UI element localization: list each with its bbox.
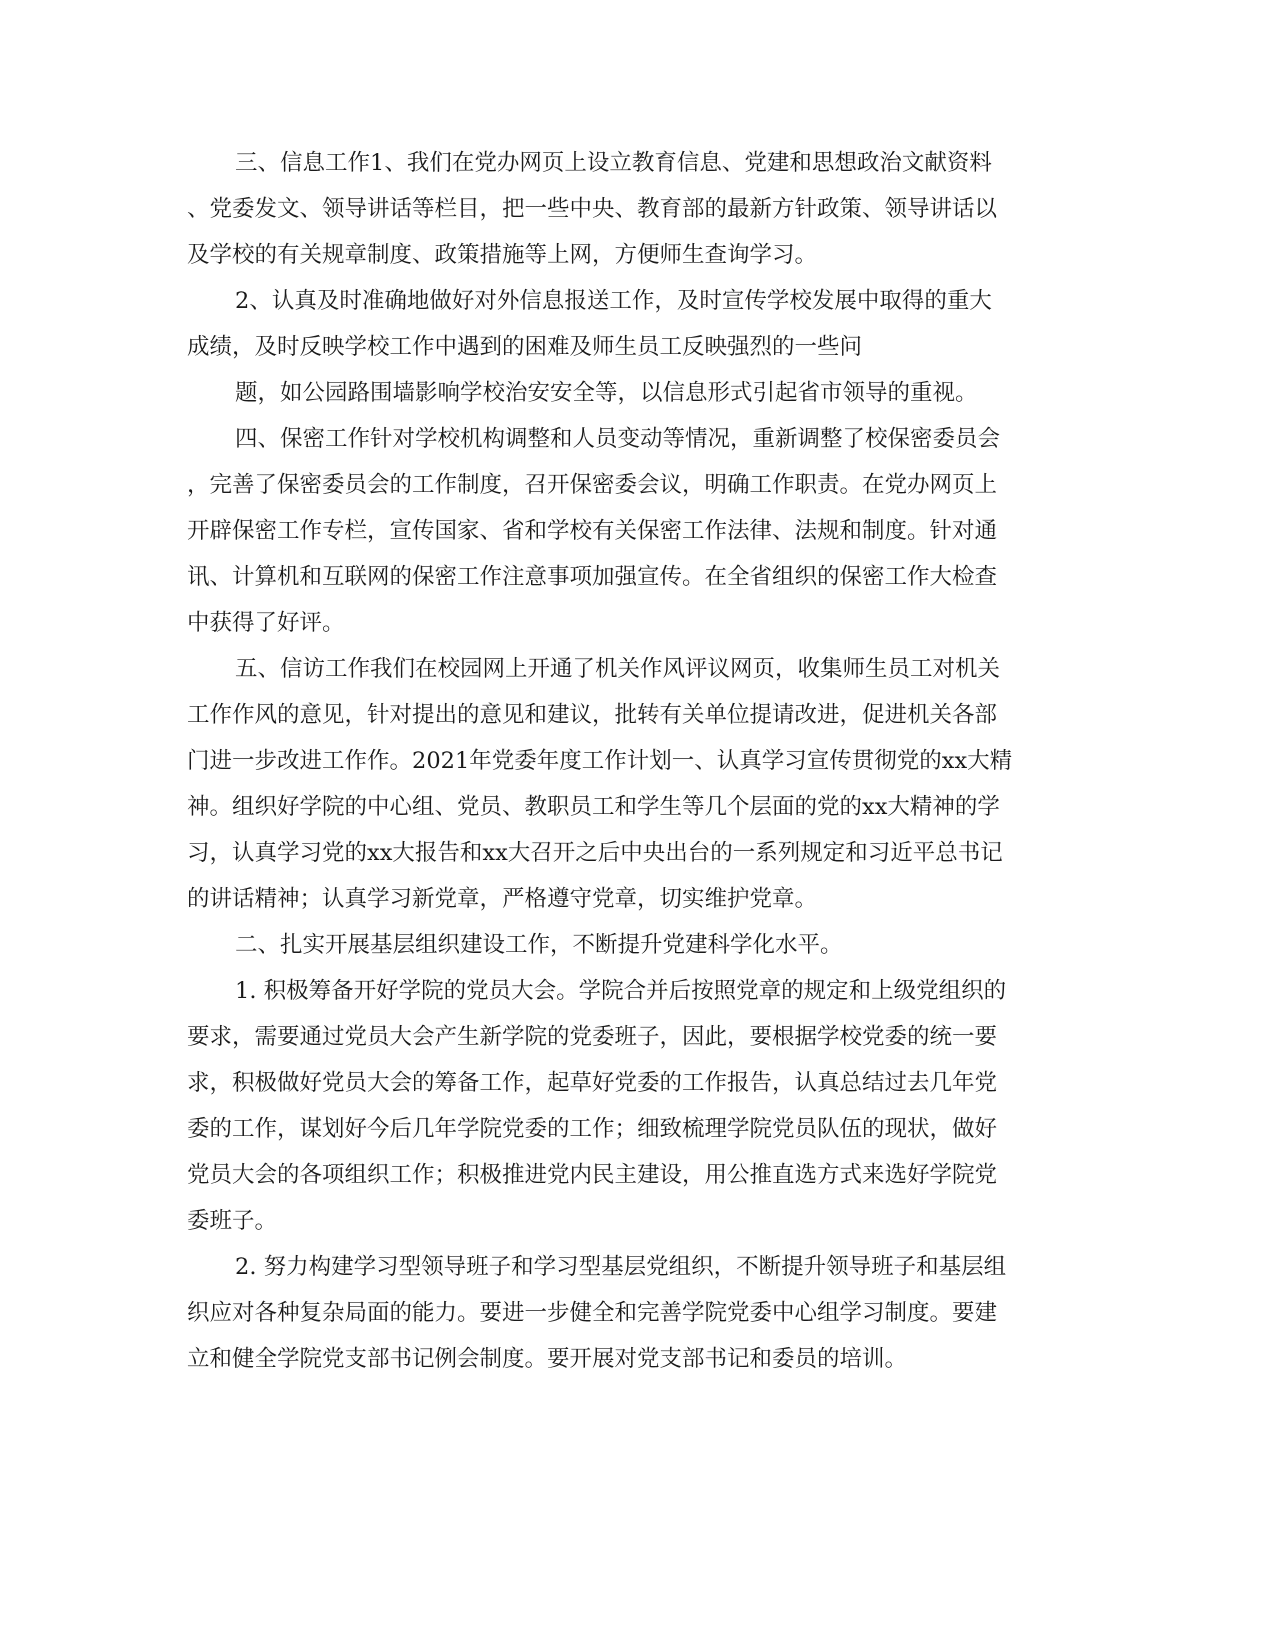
text-line: 习，认真学习党的xx大报告和xx大召开之后中央出台的一系列规定和习近平总书记 bbox=[187, 840, 1003, 866]
text-line: 要求，需要通过党员大会产生新学院的党委班子，因此，要根据学校党委的统一要 bbox=[187, 1024, 998, 1050]
document-body bbox=[187, 140, 1087, 1382]
text-line: 神。组织好学院的中心组、党员、教职员工和学生等几个层面的党的xx大精神的学 bbox=[187, 794, 1000, 820]
text-line: 五、信访工作我们在校园网上开通了机关作风评议网页，收集师生员工对机关 bbox=[235, 656, 1001, 682]
text-line: 委班子。 bbox=[187, 1208, 278, 1234]
text-line: 求，积极做好党员大会的筹备工作，起草好党委的工作报告，认真总结过去几年党 bbox=[187, 1070, 998, 1096]
text-line: 三、信息工作1、我们在党办网页上设立教育信息、党建和思想政治文献资料 bbox=[235, 150, 992, 176]
text-line: 立和健全学院党支部书记例会制度。要开展对党支部书记和委员的培训。 bbox=[187, 1346, 908, 1372]
text-line: 党员大会的各项组织工作；积极推进党内民主建设，用公推直选方式来选好学院党 bbox=[187, 1162, 998, 1188]
text-line: 及学校的有关规章制度、政策措施等上网，方便师生查询学习。 bbox=[187, 242, 818, 268]
text-line: 成绩，及时反映学校工作中遇到的困难及师生员工反映强烈的一些问 bbox=[187, 334, 863, 360]
text-line: 二、扎实开展基层组织建设工作，不断提升党建科学化水平。 bbox=[235, 932, 843, 958]
text-line: ，完善了保密委员会的工作制度，召开保密委会议，明确工作职责。在党办网页上 bbox=[187, 472, 998, 498]
text-line: 中获得了好评。 bbox=[187, 610, 345, 636]
text-line: 2. 努力构建学习型领导班子和学习型基层党组织，不断提升领导班子和基层组 bbox=[235, 1254, 1007, 1280]
text-line: 、党委发文、领导讲话等栏目，把一些中央、教育部的最新方针政策、领导讲话以 bbox=[187, 196, 998, 222]
text-line: 2、认真及时准确地做好对外信息报送工作，及时宣传学校发展中取得的重大 bbox=[235, 288, 992, 314]
text-line: 开辟保密工作专栏，宣传国家、省和学校有关保密工作法律、法规和制度。针对通 bbox=[187, 518, 998, 544]
text-line: 题，如公园路围墙影响学校治安安全等，以信息形式引起省市领导的重视。 bbox=[235, 380, 978, 406]
text-line: 工作作风的意见，针对提出的意见和建议，批转有关单位提请改进，促进机关各部 bbox=[187, 702, 998, 728]
text-line: 的讲话精神；认真学习新党章，严格遵守党章，切实维护党章。 bbox=[187, 886, 818, 912]
text-line: 委的工作，谋划好今后几年学院党委的工作；细致梳理学院党员队伍的现状，做好 bbox=[187, 1116, 998, 1142]
text-line: 织应对各种复杂局面的能力。要进一步健全和完善学院党委中心组学习制度。要建 bbox=[187, 1300, 998, 1326]
text-line: 门进一步改进工作作。2021年党委年度工作计划一、认真学习宣传贯彻党的xx大精 bbox=[187, 748, 1013, 774]
text-line: 四、保密工作针对学校机构调整和人员变动等情况，重新调整了校保密委员会 bbox=[235, 426, 1001, 452]
text-line: 讯、计算机和互联网的保密工作注意事项加强宣传。在全省组织的保密工作大检查 bbox=[187, 564, 998, 590]
text-line: 1. 积极筹备开好学院的党员大会。学院合并后按照党章的规定和上级党组织的 bbox=[235, 978, 1007, 1004]
